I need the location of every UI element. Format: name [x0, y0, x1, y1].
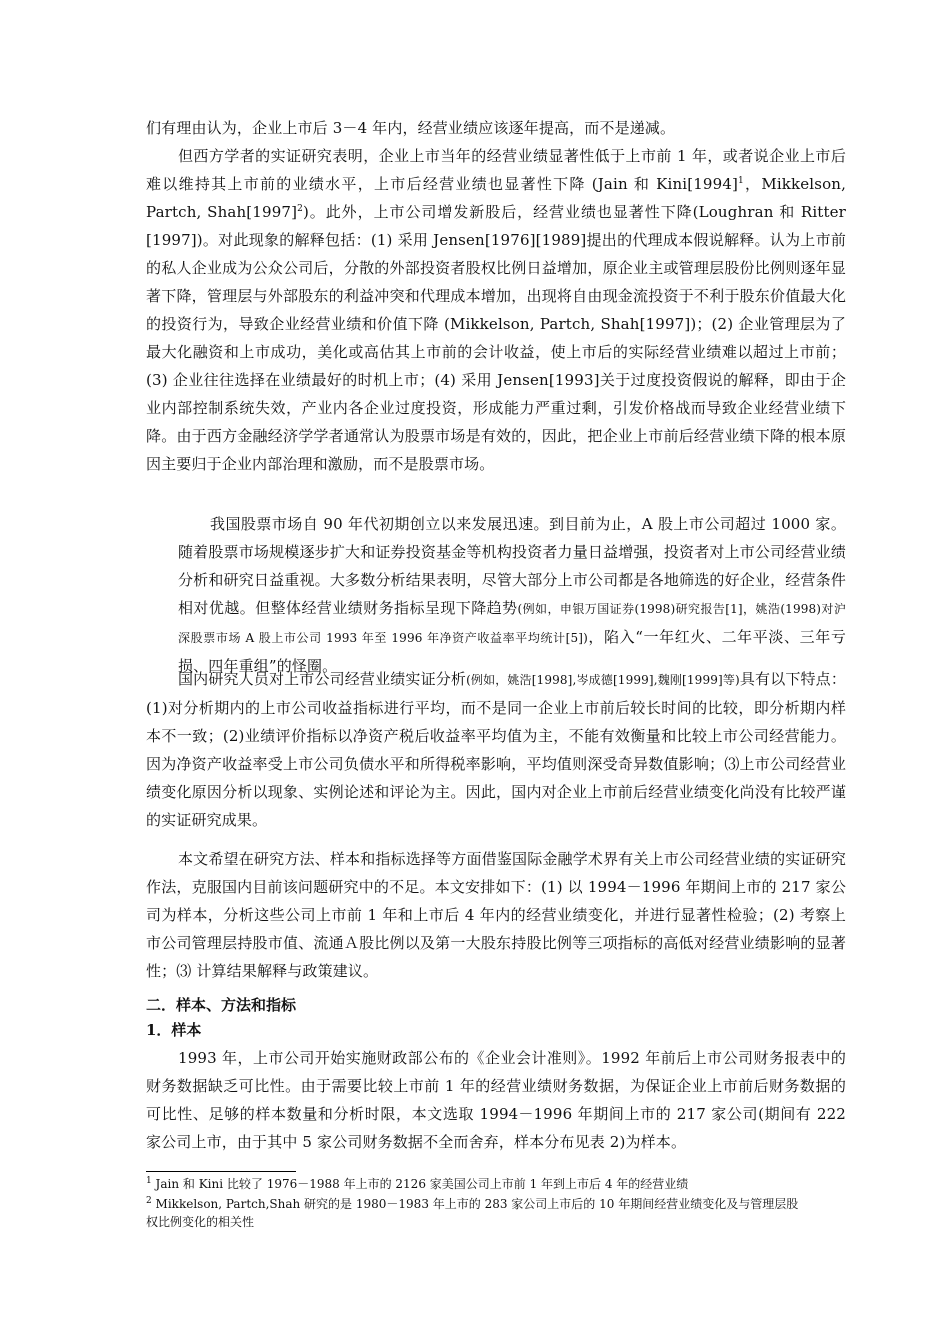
paragraph-text: 们有理由认为，企业上市后 3－4 年内，经营业绩应该逐年提高，而不是递减。: [146, 119, 676, 137]
footnote-text: Mikkelson, Partch,Shah 研究的是 1980－1983 年上市的 283 家公司上市后的 10 年期间经营业绩变化及与管理层股权比例变化的相关性: [146, 1197, 799, 1229]
paragraph-continuation: [146, 114, 846, 142]
footnote-text: Jain 和 Kini 比较了 1976－1988 年上市的 2126 家美国公司上市前 1 年到上市后 4 年的经营业绩: [151, 1177, 689, 1191]
footnote-2: [146, 1195, 806, 1231]
footnote-ref-2[interactable]: 2: [297, 204, 303, 214]
paragraph-text: ，Mikkelson, Partch, Shah[1997]: [146, 175, 846, 221]
paragraph-sample: [146, 1044, 846, 1156]
footnote-1: [146, 1175, 846, 1193]
paragraph-domestic-market: [178, 510, 846, 680]
footnote-number: 2: [146, 1196, 152, 1206]
subsection-heading: 1．样本: [146, 1021, 202, 1039]
paragraph-western-research: [146, 142, 846, 478]
paragraph-text: 具有以下特点：(1)对分析期内的上市公司收益指标进行平均，而不是同一企业上市前后较长时间的比较，即分析期内样本不一致；(2)业绩评价指标以净资产税后收益率平均值为主，不能有效衡量和比较上市公司经营能力。因为净资产收益率受上市公司负债水平和所得税率影响，平均值则深受奇异数值影响；⑶上市公司经营业绩变化原因分析以现象、实例论述和评论为主。因此，国内对企业上市前后经营业绩变化尚没有比较严谨的实证研究成果。: [146, 670, 846, 829]
paragraph-domestic-research: [146, 665, 846, 834]
footnote-separator: [146, 1171, 296, 1172]
paragraph-text: 但西方学者的实证研究表明，企业上市当年的经营业绩显著性低于上市前 1 年，或者说企业上市后难以维持其上市前的业绩水平，上市后经营业绩也显著性下降 (Jain 和 Kini[1994]: [146, 147, 846, 193]
citation-note: (例如，姚浩[1998],岑成德[1999],魏刚[1999]等): [466, 673, 740, 687]
paragraph-paper-outline: [146, 845, 846, 985]
paragraph-text: ，陷入“一年红火、二年平淡、三年亏损、四年重组”的怪圈。: [178, 628, 846, 675]
paragraph-text: 我国股票市场自 90 年代初期创立以来发展迅速。到目前为止，A 股上市公司超过 1000 家。随着股票市场规模逐步扩大和证券投资基金等机构投资者力量日益增强，投资者对上市公司经营业绩分析和研究日益重视。大多数分析结果表明，尽管大部分上市公司都是各地筛选的好企业，经营条件相对优越。但整体经营业绩财务指标呈现下降趋势: [178, 515, 846, 617]
paragraph-text: 本文希望在研究方法、样本和指标选择等方面借鉴国际金融学术界有关上市公司经营业绩的实证研究作法，克服国内目前该问题研究中的不足。本文安排如下：(1) 以 1994－1996 年期间上市的 217 家公司为样本，分析这些公司上市前 1 年和上市后 4 年内的经营业绩变化，并进行显著性检验；(2) 考察上市公司管理层持股市值、流通Ａ股比例以及第一大股东持股比例等三项指标的高低对经营业绩影响的显著性；⑶ 计算结果解释与政策建议。: [146, 850, 846, 980]
paragraph-text: )。此外，上市公司增发新股后，经营业绩也显著性下降(Loughran 和 Ritter [1997])。对此现象的解释包括：(1) 采用 Jensen[1976][1989]提出的代理成本假说解释。认为上市前的私人企业成为公众公司后，分散的外部投资者股权比例日益增加，原企业主或管理层股份比例则逐年显著下降，管理层与外部股东的利益冲突和代理成本增加，出现将自由现金流投资于不利于股东价值最大化的投资行为，导致企业经营业绩和价值下降 (Mikkelson, Partch, Shah[1997])；(2) 企业管理层为了最大化融资和上市成功，美化或高估其上市前的会计收益，使上市后的实际经营业绩难以超过上市前；(3) 企业往往选择在业绩最好的时机上市；(4) 采用 Jensen[1993]关于过度投资假说的解释，即由于企业内部控制系统失效，产业内各企业过度投资，形成能力严重过剩，引发价格战而导致企业经营业绩下降。由于西方金融经济学学者通常认为股票市场是有效的，因此，把企业上市前后经营业绩下降的根本原因主要归于企业内部治理和激励，而不是股票市场。: [146, 203, 846, 473]
paragraph-text: 1993 年，上市公司开始实施财政部公布的《企业会计准则》。1992 年前后上市公司财务报表中的财务数据缺乏可比性。由于需要比较上市前 1 年的经营业绩财务数据，为保证企业上市前后财务数据的可比性、足够的样本数量和分析时限，本文选取 1994－1996 年期间上市的 217 家公司(期间有 222 家公司上市，由于其中 5 家公司财务数据不全而舍弃，样本分布见表 2)为样本。: [146, 1049, 846, 1151]
paragraph-text: 国内研究人员对上市公司经营业绩实证分析: [178, 670, 467, 688]
footnote-ref-1[interactable]: 1: [738, 176, 744, 186]
citation-note: (例如，申银万国证券(1998)研究报告[1]，姚浩(1998)对沪深股票市场 A 股上市公司 1993 年至 1996 年净资产收益率平均统计[5]): [178, 602, 846, 645]
section-heading: 二．样本、方法和指标: [146, 996, 297, 1014]
footnote-number: 1: [146, 1176, 152, 1186]
